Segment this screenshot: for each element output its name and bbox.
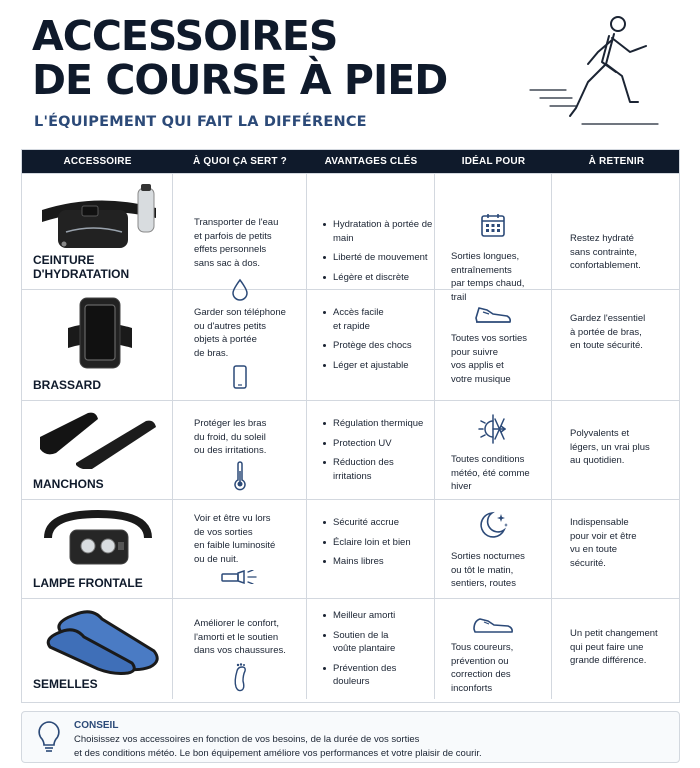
- page-title: [32, 14, 447, 102]
- table-row: [22, 400, 679, 499]
- accessory-cell: [22, 174, 173, 289]
- purpose-text: [194, 417, 304, 458]
- remember-line: en toute sécurité.: [570, 340, 643, 351]
- purpose-cell: [173, 290, 307, 400]
- column-header-advantages: AVANTAGES CLÉS: [324, 156, 418, 167]
- remember-line: Restez hydraté: [570, 233, 634, 244]
- moon-stars-icon: [476, 510, 510, 540]
- purpose-line: de bras.: [194, 347, 229, 359]
- headlamp-image: [42, 508, 154, 570]
- advantages-cell: [307, 500, 435, 598]
- advantages-cell: [307, 401, 435, 499]
- advantage-item: Soutien de la voûte plantaire: [321, 629, 411, 656]
- accessory-name: [33, 378, 101, 392]
- purpose-line: ou des irritations.: [194, 445, 267, 456]
- accessory-name: [33, 576, 143, 590]
- purpose-line: Garder son téléphone: [194, 307, 286, 318]
- advantage-item: Meilleur amorti: [321, 609, 433, 623]
- purpose-cell: [173, 599, 307, 699]
- column-header-ideal-for: IDÉAL POUR: [461, 156, 526, 167]
- flashlight-icon: [220, 570, 260, 584]
- accessory-name: [33, 253, 129, 281]
- purpose-line: et parfois de petits: [194, 230, 272, 242]
- remember-line: Gardez l'essentiel: [570, 313, 646, 324]
- lightbulb-icon: [36, 720, 62, 756]
- ideal-line: météo, été comme: [451, 467, 530, 479]
- ideal-line: Toutes conditions: [451, 454, 525, 465]
- title-line-2: DE COURSE À PIED: [32, 56, 448, 104]
- advantages-list: [321, 306, 433, 378]
- purpose-text: [194, 512, 304, 566]
- ideal-line: prévention ou: [451, 655, 509, 667]
- advantages-list: [321, 516, 433, 575]
- ideal-line: entraînements: [451, 264, 512, 276]
- footprint-icon: [231, 663, 249, 693]
- purpose-line: en faible luminosité: [194, 540, 276, 551]
- tip-line: et des conditions météo. Le bon équipement améliore vos performances et votre plaisir de courir.: [74, 747, 482, 759]
- advantages-cell: [307, 599, 435, 699]
- purpose-line: du froid, du soleil: [194, 431, 266, 443]
- advantage-item: Éclaire loin et bien: [321, 536, 433, 550]
- sun-snowflake-icon: [477, 413, 509, 445]
- advantage-item: Prévention des douleurs: [321, 662, 401, 689]
- ideal-line: pour suivre: [451, 346, 498, 358]
- purpose-line: ou de nuit.: [194, 553, 239, 565]
- ideal-line: hiver: [451, 481, 472, 492]
- sneaker-icon: [472, 613, 514, 635]
- remember-line: à portée de bras,: [570, 326, 642, 338]
- arm-sleeves-image: [36, 407, 160, 469]
- advantage-item: Régulation thermique: [321, 417, 433, 431]
- accessory-name: [33, 677, 98, 691]
- ideal-line: inconforts: [451, 682, 493, 694]
- remember-line: Un petit changement: [570, 628, 658, 639]
- accessory-cell: [22, 401, 173, 499]
- ideal-line: Sorties nocturnes: [451, 551, 525, 562]
- ideal-line: Sorties longues,: [451, 251, 520, 262]
- advantage-item: Protection UV: [321, 437, 433, 451]
- remember-cell: [552, 401, 681, 499]
- purpose-line: objets à portée: [194, 334, 257, 345]
- purpose-text: [194, 617, 304, 658]
- remember-line: au quotidien.: [570, 455, 625, 466]
- remember-cell: [552, 290, 681, 400]
- ideal-text: [451, 332, 547, 386]
- remember-text: [570, 427, 676, 468]
- purpose-line: Voir et être vu lors: [194, 513, 271, 524]
- remember-line: confortablement.: [570, 260, 641, 271]
- ideal-cell: [435, 290, 552, 400]
- advantage-item: Protège des chocs: [321, 339, 433, 353]
- remember-line: sécurité.: [570, 557, 606, 569]
- remember-line: grande différence.: [570, 655, 647, 666]
- remember-line: Indispensable: [570, 517, 629, 528]
- table-header: [22, 150, 679, 173]
- purpose-line: Protéger les bras: [194, 418, 267, 429]
- advantages-list: [321, 218, 433, 290]
- remember-line: vu en toute: [570, 544, 618, 555]
- ideal-text: [451, 453, 547, 494]
- accessory-name-line: SEMELLES: [33, 677, 98, 691]
- accessory-cell: [22, 500, 173, 598]
- remember-text: [570, 516, 676, 570]
- remember-cell: [552, 500, 681, 598]
- accessories-table: [21, 149, 680, 703]
- accessory-cell: [22, 599, 173, 699]
- purpose-cell: [173, 500, 307, 598]
- ideal-line: Tous coureurs,: [451, 642, 514, 653]
- ideal-line: vos applis et: [451, 360, 504, 371]
- armband-image: [60, 294, 140, 374]
- accessory-cell: [22, 290, 173, 400]
- advantage-item: Hydratation à portée de main: [321, 218, 433, 245]
- title-line-1: ACCESSOIRES: [32, 12, 338, 60]
- advantage-item: Accès facile et rapide: [321, 306, 391, 333]
- column-header-remember: À RETENIR: [588, 156, 645, 167]
- remember-text: [570, 627, 676, 668]
- thermometer-icon: [233, 461, 247, 491]
- ideal-cell: [435, 599, 552, 699]
- remember-line: légers, un vrai plus: [570, 441, 650, 453]
- column-header-purpose: À QUOI ÇA SERT ?: [193, 156, 287, 167]
- purpose-cell: [173, 174, 307, 289]
- remember-text: [570, 232, 676, 273]
- ideal-text: [451, 550, 547, 591]
- ideal-line: Toutes vos sorties: [451, 333, 528, 344]
- phone-icon: [232, 364, 248, 390]
- purpose-line: ou d'autres petits: [194, 320, 267, 332]
- advantages-cell: [307, 290, 435, 400]
- purpose-line: sans sac à dos.: [194, 257, 261, 269]
- advantage-item: Réduction des irritations: [321, 456, 411, 483]
- tip-title: CONSEIL: [74, 720, 119, 731]
- advantage-item: Sécurité accrue: [321, 516, 433, 530]
- ideal-cell: [435, 401, 552, 499]
- accessory-name-line: MANCHONS: [33, 477, 104, 491]
- purpose-line: Améliorer le confort,: [194, 618, 280, 629]
- table-row: [22, 499, 679, 598]
- advantage-item: Mains libres: [321, 555, 433, 569]
- purpose-line: Transporter de l'eau: [194, 217, 279, 228]
- advantages-list: [321, 417, 433, 489]
- remember-line: sans contrainte,: [570, 246, 638, 258]
- purpose-text: [194, 216, 304, 270]
- accessory-name-line: D'HYDRATATION: [33, 267, 130, 281]
- advantage-item: Liberté de mouvement: [321, 251, 433, 265]
- advantage-item: Léger et ajustable: [321, 359, 433, 373]
- accessory-name: [33, 477, 104, 491]
- advantages-cell: [307, 174, 435, 289]
- ideal-line: correction des: [451, 669, 511, 680]
- remember-line: qui peut faire une: [570, 641, 644, 653]
- accessory-name-line: LAMPE FRONTALE: [33, 576, 143, 590]
- purpose-cell: [173, 401, 307, 499]
- hydration-belt-image: [38, 182, 164, 254]
- remember-line: Polyvalents et: [570, 428, 630, 439]
- tip-line: Choisissez vos accessoires en fonction de vos besoins, de la durée de vos sorties: [74, 734, 420, 745]
- advantage-item: Légère et discrète: [321, 271, 433, 285]
- remember-cell: [552, 599, 681, 699]
- page-subtitle: L'ÉQUIPEMENT QUI FAIT LA DIFFÉRENCE: [34, 114, 367, 130]
- accessory-name-line: CEINTURE: [33, 253, 95, 267]
- purpose-line: effets personnels: [194, 244, 267, 255]
- ideal-cell: [435, 500, 552, 598]
- purpose-text: [194, 306, 304, 360]
- insoles-image: [44, 605, 160, 675]
- calendar-icon: [480, 212, 506, 238]
- table-row: [22, 289, 679, 400]
- remember-text: [570, 312, 676, 353]
- ideal-line: sentiers, routes: [451, 578, 516, 589]
- remember-line: pour voir et être: [570, 530, 637, 542]
- purpose-line: dans vos chaussures.: [194, 645, 286, 656]
- table-row: [22, 598, 679, 699]
- table-row: [22, 173, 679, 303]
- ideal-cell: [435, 174, 552, 303]
- ideal-line: votre musique: [451, 373, 511, 385]
- ideal-line: trail: [451, 291, 467, 303]
- accessory-name-line: BRASSARD: [33, 378, 102, 392]
- advantages-list: [321, 609, 433, 695]
- purpose-line: l'amorti et le soutien: [194, 631, 279, 643]
- runner-illustration: [526, 12, 660, 130]
- purpose-line: de vos sorties: [194, 526, 253, 538]
- ideal-line: par temps chaud,: [451, 278, 525, 289]
- running-shoe-icon: [473, 302, 513, 326]
- column-header-accessory: ACCESSOIRE: [63, 156, 132, 167]
- ideal-text: [451, 641, 547, 695]
- tip-box: [21, 711, 680, 763]
- tip-body: [74, 733, 664, 760]
- ideal-line: ou tôt le matin,: [451, 564, 514, 576]
- remember-cell: [552, 174, 681, 289]
